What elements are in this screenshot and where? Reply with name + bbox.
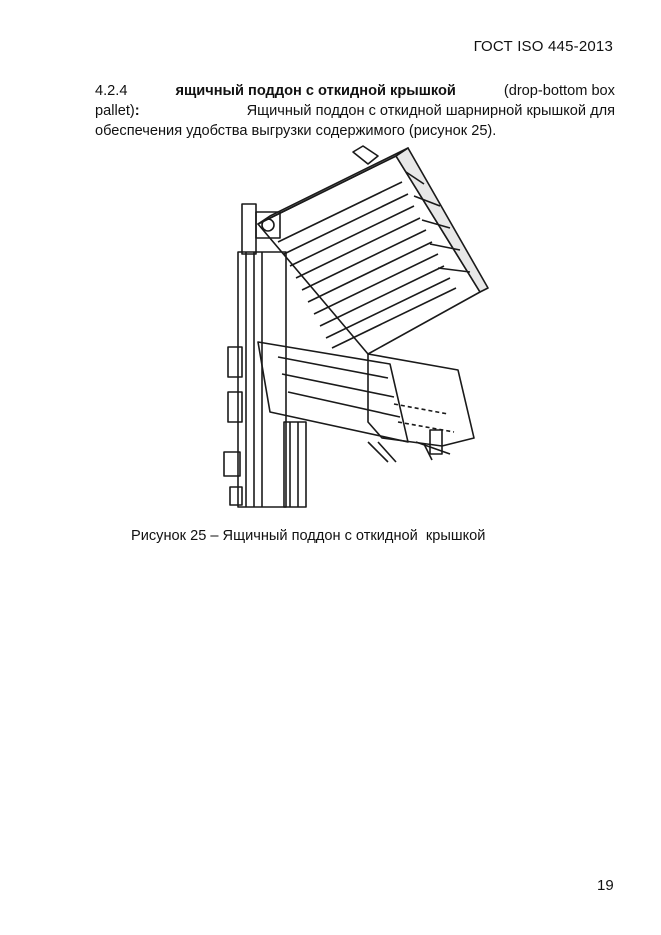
- section-number: 4.2.4: [95, 83, 128, 99]
- paragraph-line-3: [95, 121, 615, 141]
- drop-bottom-box-pallet-figure: [218, 142, 508, 514]
- standard-code: ГОСТ ISO 445-2013: [473, 38, 613, 55]
- term-title: ящичный поддон с откидной крышкой: [175, 83, 456, 99]
- page-number: 19: [597, 877, 614, 894]
- figure-caption: Рисунок 25 – Ящичный поддон с откидной крышкой: [131, 528, 486, 544]
- box-body: [258, 148, 488, 354]
- term-english: (drop-bottom box: [503, 83, 615, 99]
- term-english-end: pallet): [95, 103, 135, 119]
- section-4-2-4: [95, 81, 615, 141]
- definition-line-1: Ящичный поддон с откидной шарнирной крышкой для: [246, 103, 615, 119]
- paragraph-line-2: [95, 101, 615, 121]
- definition-line-2: обеспечения удобства выгрузки содержимого (рисунок 25).: [95, 123, 497, 139]
- term-colon: :: [134, 103, 140, 119]
- lifting-eye: [353, 146, 378, 164]
- paragraph-line-1: [95, 81, 615, 101]
- drop-bottom-door: [368, 354, 474, 460]
